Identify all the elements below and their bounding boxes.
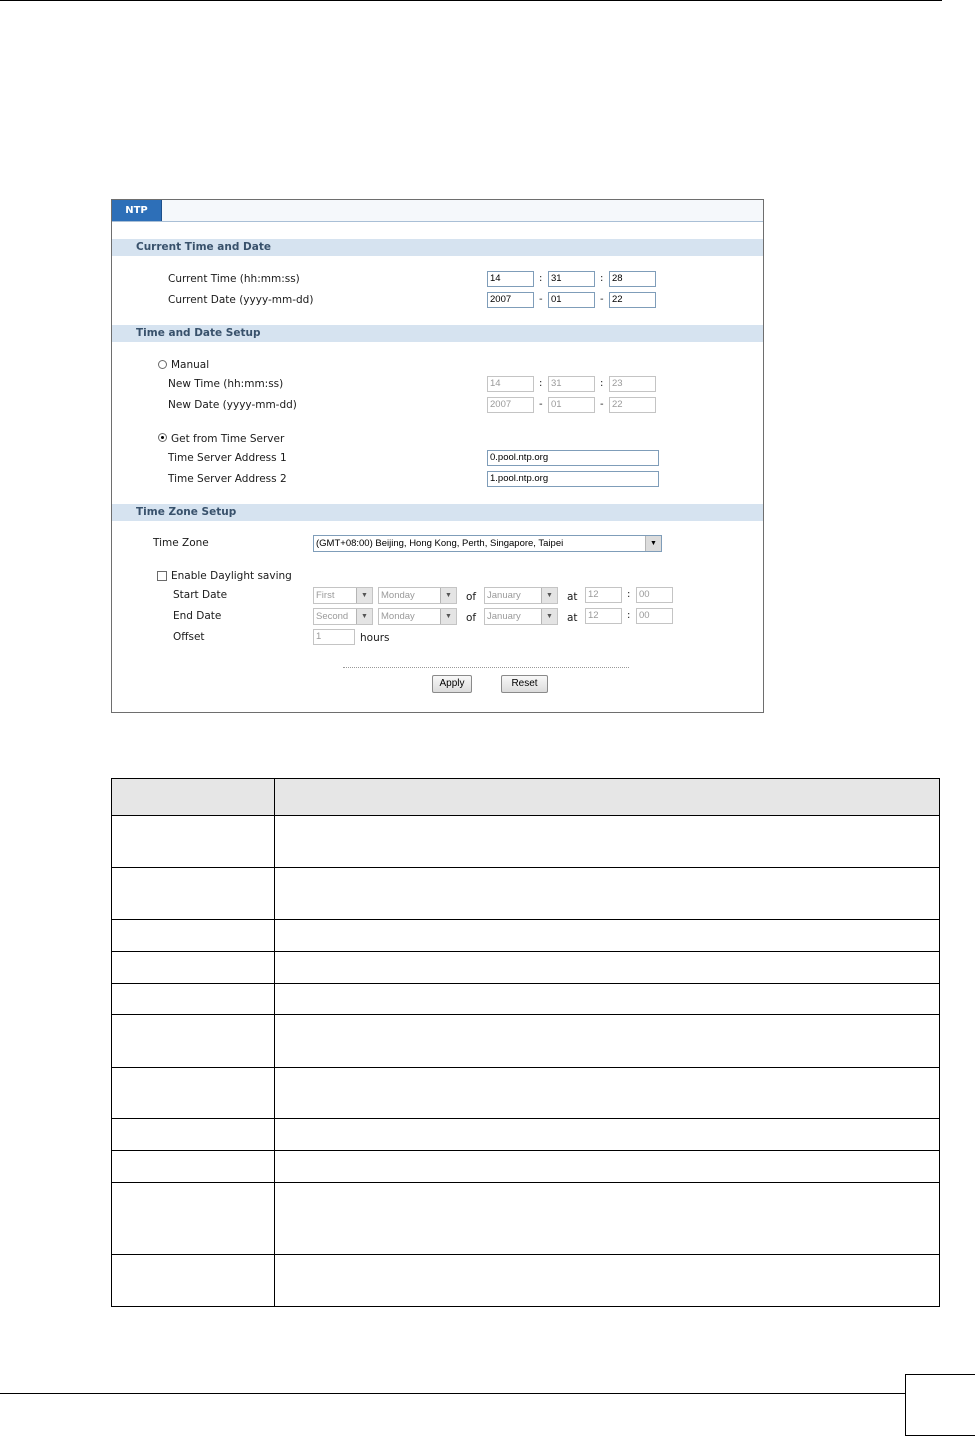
date-separator: - — [600, 399, 604, 410]
current-time-second-input[interactable]: 28 — [609, 271, 656, 287]
current-time-hour-input[interactable]: 14 — [487, 271, 534, 287]
time-server-1-label: Time Server Address 1 — [168, 452, 287, 464]
new-time-label: New Time (hh:mm:ss) — [168, 378, 284, 390]
start-minute-input[interactable]: 00 — [636, 587, 673, 603]
time-separator: : — [600, 273, 604, 284]
start-month-value: January — [487, 590, 521, 601]
table-row — [112, 984, 940, 1015]
end-week-select[interactable] — [313, 608, 373, 625]
hours-label: hours — [360, 632, 390, 644]
end-month-value: January — [487, 611, 521, 622]
time-server-radio[interactable] — [158, 433, 167, 442]
time-separator: : — [627, 610, 631, 621]
table-header-row — [112, 779, 940, 816]
table-header-cell — [112, 779, 275, 816]
end-minute-input[interactable]: 00 — [636, 608, 673, 624]
table-row — [112, 868, 940, 920]
time-server-2-label: Time Server Address 2 — [168, 473, 287, 485]
new-date-label: New Date (yyyy-mm-dd) — [168, 399, 297, 411]
current-time-minute-input[interactable]: 31 — [548, 271, 595, 287]
table-row — [112, 1068, 940, 1119]
date-separator: - — [600, 294, 604, 305]
chevron-down-icon[interactable]: ▼ — [541, 588, 557, 603]
end-week-value: Second — [316, 611, 349, 622]
end-hour-input[interactable]: 12 — [585, 608, 622, 624]
daylight-saving-checkbox[interactable] — [157, 571, 167, 581]
tab-ntp[interactable]: NTP — [112, 200, 162, 221]
tab-bar — [112, 200, 763, 222]
new-date-year-input[interactable]: 2007 — [487, 397, 534, 413]
current-time-label: Current Time (hh:mm:ss) — [168, 273, 300, 285]
section-time-zone-setup: Time Zone Setup — [112, 504, 763, 521]
manual-radio[interactable] — [158, 360, 167, 369]
start-date-label: Start Date — [173, 589, 228, 601]
current-date-year-input[interactable]: 2007 — [487, 292, 534, 308]
table-header-cell — [275, 779, 940, 816]
new-time-minute-input[interactable]: 31 — [548, 376, 595, 392]
table-row — [112, 1015, 940, 1068]
time-separator: : — [539, 378, 543, 389]
offset-label: Offset — [173, 631, 205, 643]
time-separator: : — [539, 273, 543, 284]
manual-label: Manual — [171, 359, 210, 371]
new-date-month-input[interactable]: 01 — [548, 397, 595, 413]
chevron-down-icon[interactable]: ▼ — [440, 609, 456, 624]
end-day-select[interactable] — [378, 608, 457, 625]
header-rule — [0, 0, 942, 1]
section-current-time: Current Time and Date — [112, 239, 763, 256]
chevron-down-icon[interactable]: ▼ — [356, 609, 372, 624]
chevron-down-icon[interactable]: ▼ — [541, 609, 557, 624]
section-time-date-setup: Time and Date Setup — [112, 325, 763, 342]
current-date-label: Current Date (yyyy-mm-dd) — [168, 294, 314, 306]
page-number-box — [905, 1374, 975, 1436]
of-label: of — [466, 612, 477, 624]
of-label: of — [466, 591, 477, 603]
current-date-month-input[interactable]: 01 — [548, 292, 595, 308]
end-day-value: Monday — [381, 611, 415, 622]
table-row — [112, 816, 940, 868]
new-time-second-input[interactable]: 23 — [609, 376, 656, 392]
start-hour-input[interactable]: 12 — [585, 587, 622, 603]
new-date-day-input[interactable]: 22 — [609, 397, 656, 413]
start-day-select[interactable] — [378, 587, 457, 604]
footer-rule — [0, 1393, 905, 1394]
table-row — [112, 1183, 940, 1255]
end-month-select[interactable] — [484, 608, 558, 625]
start-week-value: First — [316, 590, 335, 601]
table-row — [112, 1119, 940, 1151]
chevron-down-icon[interactable]: ▼ — [356, 588, 372, 603]
time-zone-value: (GMT+08:00) Beijing, Hong Kong, Perth, Singapore, Taipei — [316, 538, 564, 549]
chevron-down-icon[interactable]: ▼ — [440, 588, 456, 603]
table-row — [112, 1255, 940, 1307]
apply-button[interactable]: Apply — [432, 675, 472, 693]
table-row — [112, 952, 940, 984]
table-row — [112, 1151, 940, 1183]
daylight-saving-label: Enable Daylight saving — [171, 570, 292, 582]
field-description-table — [111, 778, 940, 1307]
chevron-down-icon[interactable]: ▼ — [645, 536, 661, 551]
time-separator: : — [600, 378, 604, 389]
time-server-2-input[interactable]: 1.pool.ntp.org — [487, 471, 659, 487]
start-week-select[interactable] — [313, 587, 373, 604]
time-zone-label: Time Zone — [153, 537, 209, 549]
new-time-hour-input[interactable]: 14 — [487, 376, 534, 392]
end-date-label: End Date — [173, 610, 222, 622]
time-server-1-input[interactable]: 0.pool.ntp.org — [487, 450, 659, 466]
table-row — [112, 920, 940, 952]
reset-button[interactable]: Reset — [501, 675, 548, 693]
date-separator: - — [539, 294, 543, 305]
divider — [343, 667, 629, 668]
start-month-select[interactable] — [484, 587, 558, 604]
at-label: at — [567, 612, 578, 624]
ntp-panel — [111, 199, 764, 713]
time-separator: : — [627, 589, 631, 600]
date-separator: - — [539, 399, 543, 410]
time-server-label: Get from Time Server — [171, 433, 285, 445]
at-label: at — [567, 591, 578, 603]
offset-input[interactable]: 1 — [313, 629, 355, 645]
current-date-day-input[interactable]: 22 — [609, 292, 656, 308]
start-day-value: Monday — [381, 590, 415, 601]
time-zone-select[interactable] — [313, 535, 662, 552]
